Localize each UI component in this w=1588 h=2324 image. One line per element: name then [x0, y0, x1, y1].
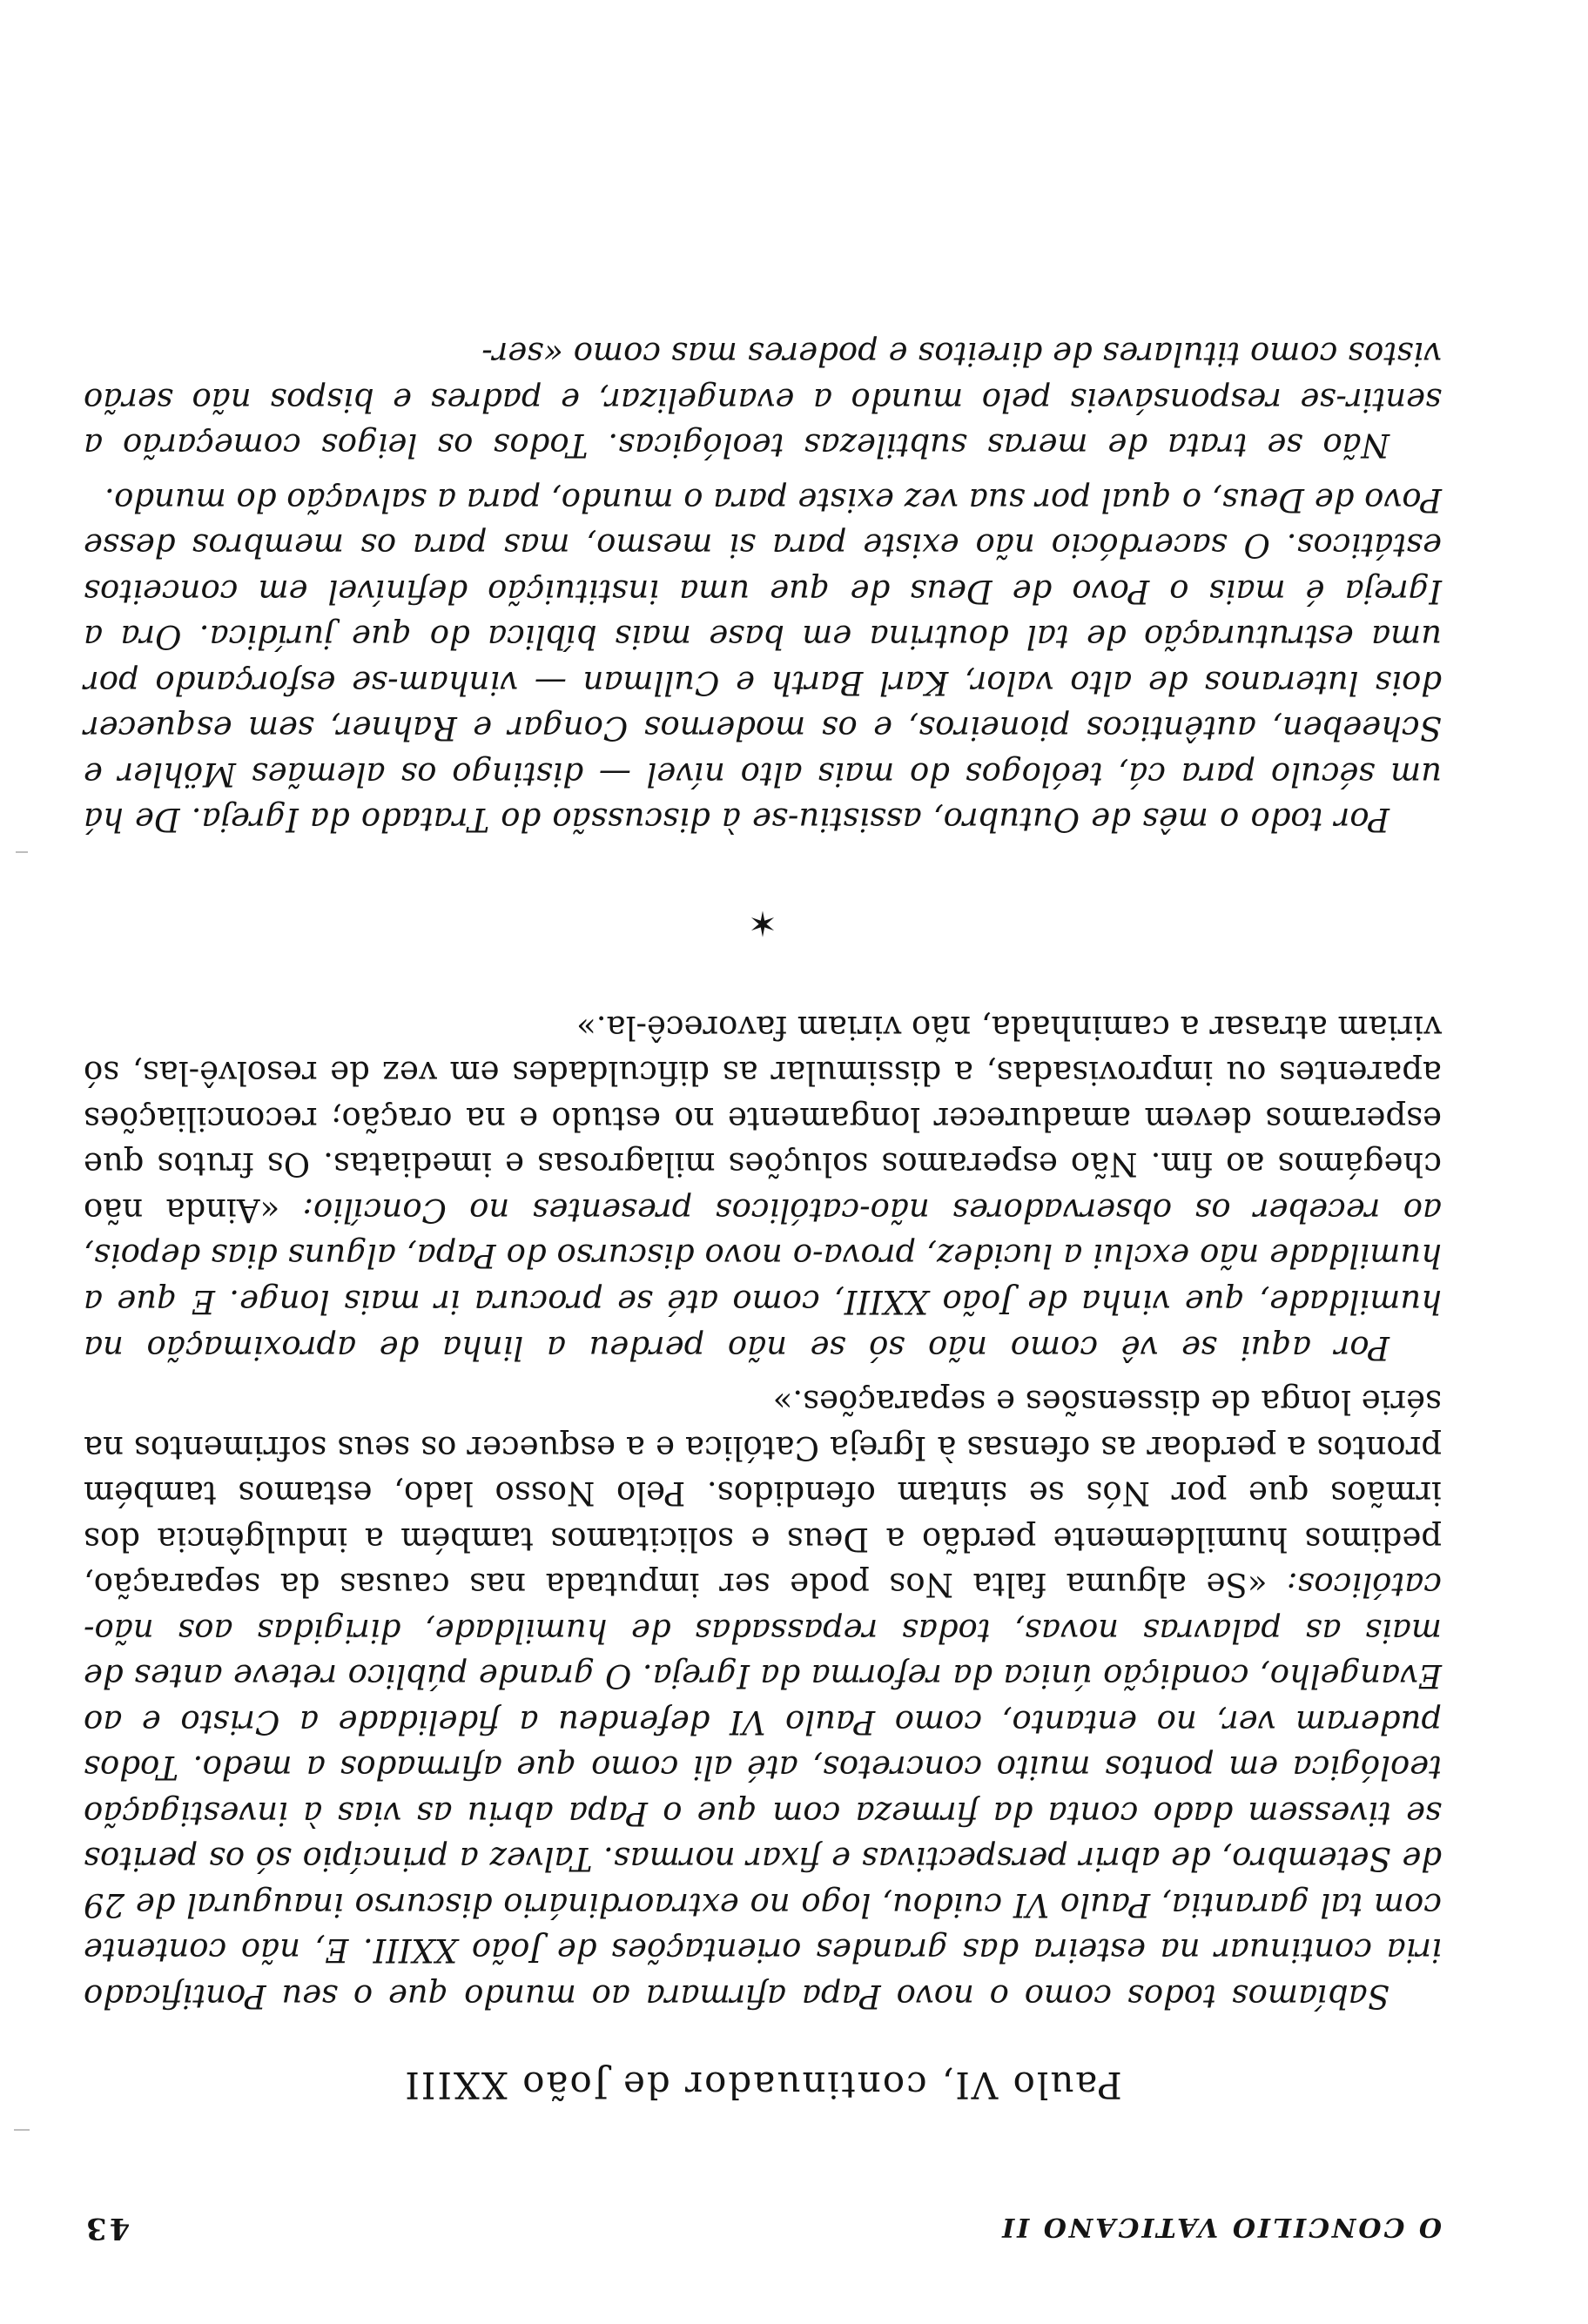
paragraph-quote-text: «Ainda não chegámos ao fim. Não esperamos soluções milagrosas e imediatas. Os frutos que esperamos devem amadurecer longamente no estudo e na oração; reconciliações aparentes ou improvisadas, a dissimular as dificuldades em vez de resolvê-las, só viriam atrasar a caminhada, não viriam favorecê-la.» — [84, 1008, 1442, 1229]
running-header — [84, 2211, 1442, 2246]
paragraph — [84, 1379, 1442, 2018]
paragraph-quote-text: «Se alguma falta Nos pode ser imputada nas causas da separação, pedimos humildemente perdão a Deus e solicitamos também a indulgência dos irmãos que por Nós se sintam ofendidos. Pelo Nosso lado, estamos também prontos a perdoar as ofensas à Igreja Católica e a esquecer os seus sofrimentos na série longa de dissensões e separações.» — [84, 1383, 1442, 1604]
paragraph — [84, 1004, 1442, 1369]
page-number: 43 — [84, 2211, 131, 2246]
paragraph-italic-text: Sabíamos todos como o novo Papa afirmara ao mundo que o seu Pontificado iria continuar na esteira das grandes orientações de João XXIII. E, não contente com tal garantia, Paulo VI cuidou, logo no extraordinário discurso inaugural de 29 de Setembro, de abrir perspectivas e fixar normas. Talvez a princípio só os peritos se tivessem dado conta da firmeza com que o Papa abriu as vias à investigação teológica em pontos muito concretos, até ali como que afirmados a medo. Todos puderam ver, no entanto, como Paulo VI defendeu a fidelidade a Cristo e ao Evangelho, condição única da reforma da Igreja. O grande público reteve antes de mais as palavras novas, todas repassadas de humildade, dirigidas aos não-católicos: — [84, 1566, 1442, 2015]
paragraph: Não se trata de meras subtilezas teológicas. Todos os leigos começarão a sentir-se responsáveis pelo mundo a evangelizar, e padres e bispos não serão vistos como titulares de direitos e poderes mas como «ser- — [84, 335, 1442, 465]
margin-mark — [16, 851, 28, 853]
page-content — [84, 321, 1442, 2246]
section-title: Paulo VI, continuador de João XXIII — [403, 2064, 1122, 2106]
margin-mark — [14, 2129, 30, 2131]
section-divider-asterisk: ✶ — [748, 903, 777, 944]
running-title: O CONCILIO VATICANO II — [999, 2212, 1442, 2242]
paragraph: Por todo o mês de Outubro, assistiu-se à discussão do Tratado da Igreja. De há um século para cá, teólogos do mais alto nível — distingo os alemães Möhler e Scheeben, autênticos pioneiros, e os modernos Congar e Rahner, sem esquecer dois luteranos de alto valor, Karl Barth e Cullman — vinham-se esforçando por uma estruturação de tal doutrina em base mais bíblica do que jurídica. Ora a Igreja é mais o Povo de Deus de que uma instituição definível em conceitos estáticos. O sacerdócio não existe para si mesmo, mas para os membros desse Povo de Deus, o qual por sua vez existe para o mundo, para a salvação do mundo. — [84, 480, 1442, 839]
paragraph-italic-text: Por aqui se vê como não só se não perdeu a linha de aproximação na humildade, que vinha de João XXIII, como até se procura ir mais longe. E que a humildade não exclui a lucidez, prova-o novo discurso do Papa, alguns dias depois, ao receber os observadores não-católicos presentes no Concílio: — [84, 1191, 1442, 1367]
